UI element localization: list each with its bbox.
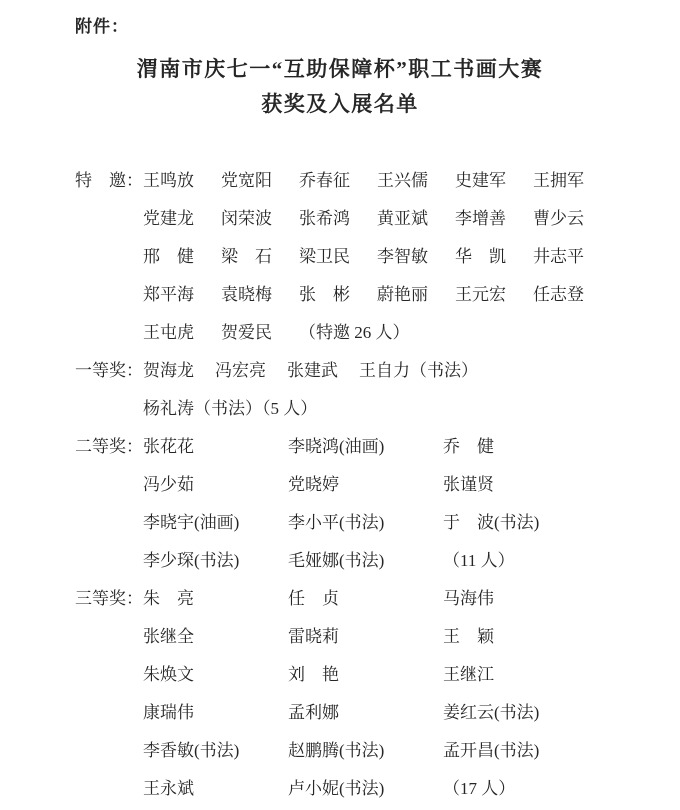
section-first-prize (75, 352, 680, 428)
count-note: （17 人） (443, 779, 516, 798)
name-row (143, 504, 680, 542)
winner-name: 冯宏亮 (215, 361, 266, 380)
name-row (143, 352, 680, 390)
winner-name: 党宽阳 (221, 171, 272, 190)
name-row (143, 694, 680, 732)
winner-name: 朱焕文 (143, 665, 194, 684)
section-rows-first-prize (143, 352, 680, 428)
winner-name: 梁 石 (221, 247, 272, 266)
winner-name: 毛娅娜(书法) (288, 551, 385, 570)
section-third-prize (75, 580, 680, 808)
winner-name: 孟利娜 (288, 703, 339, 722)
document-title-block (0, 52, 680, 122)
winner-name: 任 贞 (288, 589, 339, 608)
section-special-invite (75, 162, 680, 352)
winner-name: 冯少茹 (143, 475, 194, 494)
winner-name: 闵荣波 (221, 209, 272, 228)
winner-name: 黄亚斌 (377, 209, 428, 228)
winner-name: 党建龙 (143, 209, 194, 228)
attachment-label: 附件： (75, 17, 129, 36)
winner-name: 姜红云(书法) (443, 703, 540, 722)
winner-name: 马海伟 (443, 589, 494, 608)
winner-name: 刘 艳 (288, 665, 339, 684)
winner-name: 贺爱民 (221, 323, 272, 342)
winner-name: 郑平海 (143, 285, 194, 304)
winner-name: 蔚艳丽 (377, 285, 428, 304)
winner-name: 曹少云 (533, 209, 584, 228)
name-row (143, 200, 680, 238)
name-row (143, 732, 680, 770)
winner-name: 张希鸿 (299, 209, 350, 228)
document-title-line-2: 获奖及入展名单 (261, 92, 419, 116)
name-row (143, 580, 680, 618)
winner-name: 李增善 (455, 209, 506, 228)
section-rows-third-prize (143, 580, 680, 808)
winner-name: 邢 健 (143, 247, 194, 266)
winner-name: 袁晓梅 (221, 285, 272, 304)
winner-name: 张 彬 (299, 285, 350, 304)
winner-name: 王鸣放 (143, 171, 194, 190)
section-second-prize (75, 428, 680, 580)
winner-name: 李晓宇(油画) (143, 513, 240, 532)
winner-name: 康瑞伟 (143, 703, 194, 722)
winner-name: 李智敏 (377, 247, 428, 266)
winner-name: 乔春征 (299, 171, 350, 190)
winner-name: 乔 健 (443, 437, 494, 456)
winner-name: 李晓鸿(油画) (288, 437, 385, 456)
name-row (143, 390, 680, 428)
name-row (143, 770, 680, 808)
winner-name: 张建武 (287, 361, 338, 380)
winner-name: 李小平(书法) (288, 513, 385, 532)
winner-name: 井志平 (533, 247, 584, 266)
winner-name: 王兴儒 (377, 171, 428, 190)
winner-name: 孟开昌(书法) (443, 741, 540, 760)
winner-name: 王继江 (443, 665, 494, 684)
section-label-special-invite: 特 邀： (75, 171, 143, 190)
name-row (143, 466, 680, 504)
winner-name: 党晓婷 (288, 475, 339, 494)
section-rows-second-prize (143, 428, 680, 580)
name-row (143, 428, 680, 466)
winner-name: 赵鹏腾(书法) (288, 741, 385, 760)
section-label-first-prize: 一等奖： (75, 361, 143, 380)
section-rows-special-invite (143, 162, 680, 352)
winner-name: 任志登 (533, 285, 584, 304)
winner-name: 王屯虎 (143, 323, 194, 342)
winner-name: 张继全 (143, 627, 194, 646)
winner-name: 史建军 (455, 171, 506, 190)
winner-name: 李香敏(书法) (143, 741, 240, 760)
name-row (143, 542, 680, 580)
name-row (143, 238, 680, 276)
winner-name: 王拥军 (533, 171, 584, 190)
winner-name: 王元宏 (455, 285, 506, 304)
name-row (143, 618, 680, 656)
winner-name: 贺海龙 (143, 361, 194, 380)
winner-name: 李少琛(书法) (143, 551, 240, 570)
winner-name: 雷晓莉 (288, 627, 339, 646)
winner-name: 王 颖 (443, 627, 494, 646)
name-row (143, 162, 680, 200)
name-row (143, 314, 680, 352)
winner-name: 张谨贤 (443, 475, 494, 494)
count-note: （11 人） (443, 551, 515, 570)
winner-name: 卢小妮(书法) (288, 779, 385, 798)
award-sections (0, 162, 680, 808)
name-row (143, 656, 680, 694)
winner-name: 王自力（书法） (359, 361, 478, 380)
section-label-second-prize: 二等奖： (75, 437, 143, 456)
winner-name: 张花花 (143, 437, 194, 456)
winner-name: 杨礼涛（书法）（5 人） (143, 399, 318, 418)
winner-name: 于 波(书法) (443, 513, 540, 532)
document-title-line-1: 渭南市庆七一“互助保障杯”职工书画大赛 (136, 57, 544, 81)
section-label-third-prize: 三等奖： (75, 589, 143, 608)
winner-name: 王永斌 (143, 779, 194, 798)
winner-name: 华 凯 (455, 247, 506, 266)
name-row (143, 276, 680, 314)
winner-name: 梁卫民 (299, 247, 350, 266)
winner-name: 朱 亮 (143, 589, 194, 608)
count-note: （特邀 26 人） (299, 323, 410, 342)
